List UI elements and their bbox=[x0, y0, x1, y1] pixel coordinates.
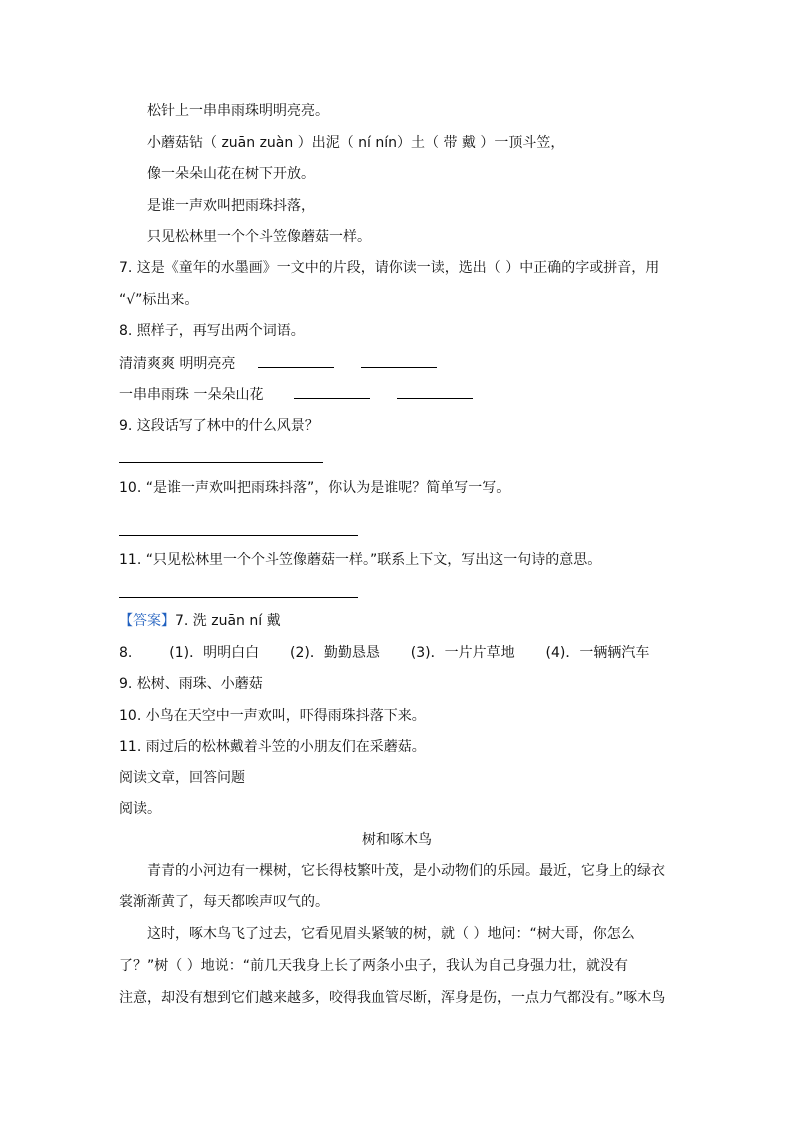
answer-8-row bbox=[119, 643, 649, 663]
question-8: 8. 照样子，再写出两个词语。 bbox=[119, 323, 305, 339]
poem-line-1: 松针上一串串雨珠明明亮亮。 bbox=[147, 103, 329, 119]
answer-blank[interactable] bbox=[294, 384, 370, 399]
article-title: 树和啄木鸟 bbox=[362, 832, 432, 848]
answer-7-row bbox=[119, 611, 281, 631]
poem-line-5: 只见松林里一个个斗笠像蘑菇一样。 bbox=[147, 229, 371, 245]
example-words-1: 清清爽爽 明明亮亮 bbox=[119, 356, 236, 372]
poem-line-3: 像一朵朵山花在树下开放。 bbox=[147, 166, 315, 182]
question-7-line-2: “√”标出来。 bbox=[119, 292, 199, 308]
question-9: 9. 这段话写了林中的什么风景？ bbox=[119, 418, 319, 434]
question-8-example-2 bbox=[119, 384, 473, 405]
paragraph-2-line-3: 注意，却没有想到它们越来越多，咬得我血管尽断，浑身是伤，一点力气都没有。”啄木鸟 bbox=[119, 990, 666, 1006]
answer-11: 11. 雨过后的松林戴着斗笠的小朋友们在采蘑菇。 bbox=[119, 739, 426, 755]
paragraph-2-line-1: 这时，啄木鸟飞了过去，它看见眉头紧皱的树，就（ ）地问：“树大哥，你怎么 bbox=[147, 926, 635, 942]
answer-8-item-1: (1)．明明白白 bbox=[169, 645, 260, 661]
question-10: 10. “是谁一声欢叫把雨珠抖落”，你认为是谁呢？简单写一写。 bbox=[119, 480, 511, 496]
answer-8-number: 8. bbox=[119, 645, 133, 661]
answer-8-item-4: (4)．一辆辆汽车 bbox=[545, 645, 650, 661]
paragraph-1-line-1: 青青的小河边有一棵树，它长得枝繁叶茂，是小动物们的乐园。最近，它身上的绿衣 bbox=[147, 863, 665, 879]
poem-line-2: 小蘑菇钻（ zuān zuàn ）出泥（ ní nín）土（ 带 戴 ）一顶斗笠， bbox=[147, 135, 565, 151]
poem-line-4: 是谁一声欢叫把雨珠抖落， bbox=[147, 198, 315, 214]
answer-7: 7. 洗 zuān ní 戴 bbox=[175, 613, 281, 629]
answer-blank[interactable] bbox=[361, 353, 437, 368]
answer-line[interactable] bbox=[119, 462, 323, 463]
answer-8-item-2: (2)．勤勤恳恳 bbox=[290, 645, 380, 661]
example-words-2: 一串串雨珠 一朵朵山花 bbox=[119, 387, 264, 403]
paragraph-2-line-2: 了？”树（ ）地说：“前几天我身上长了两条小虫子，我认为自己身强力壮，就没有 bbox=[119, 958, 628, 974]
paragraph-1-line-2: 裳渐渐黄了，每天都唉声叹气的。 bbox=[119, 894, 329, 910]
answer-line[interactable] bbox=[119, 597, 358, 598]
answer-tag: 【答案】 bbox=[119, 613, 175, 629]
answer-line[interactable] bbox=[119, 535, 358, 536]
question-8-example-1 bbox=[119, 353, 437, 374]
answer-blank[interactable] bbox=[258, 353, 334, 368]
answer-9: 9. 松树、雨珠、小蘑菇 bbox=[119, 676, 263, 692]
question-7-line-1: 7. 这是《童年的水墨画》一文中的片段，请你读一读，选出（ ）中正确的字或拼音，用 bbox=[119, 260, 660, 276]
section-instruction: 阅读文章，回答问题 bbox=[119, 770, 245, 786]
answer-8-item-3: (3)．一片片草地 bbox=[410, 645, 515, 661]
answer-10: 10. 小鸟在天空中一声欢叫，吓得雨珠抖落下来。 bbox=[119, 708, 426, 724]
read-label: 阅读。 bbox=[119, 801, 161, 817]
answer-blank[interactable] bbox=[397, 384, 473, 399]
question-11: 11. “只见松林里一个个斗笠像蘑菇一样。”联系上下文，写出这一句诗的意思。 bbox=[119, 552, 602, 568]
